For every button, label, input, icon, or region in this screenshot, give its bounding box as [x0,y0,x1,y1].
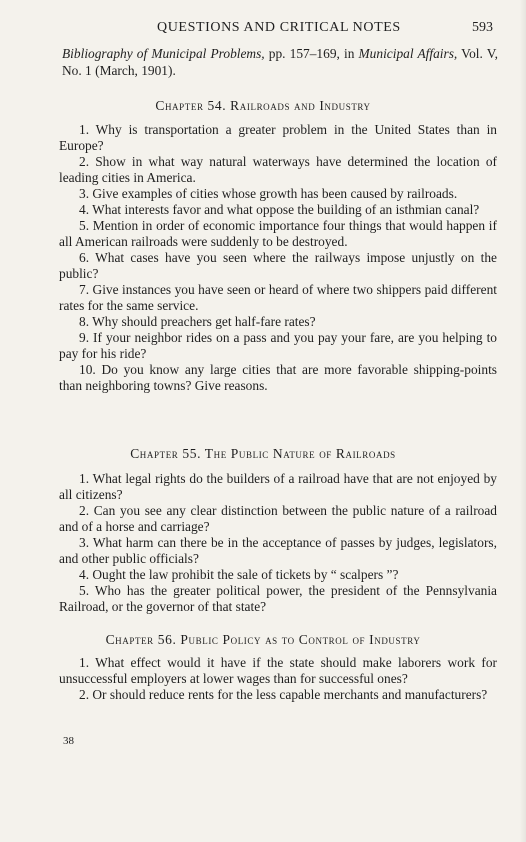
question-item: 1. What effect would it have if the state should make laborers work for unsuccessful employers at lower wages than for successful ones? [59,655,497,686]
question-item: 2. Or should reduce rents for the less capable merchants and manufacturers? [79,687,488,702]
question-item: 9. If your neighbor rides on a pass and you pay your fare, are you helping to pay for his ride? [59,330,497,361]
running-head [0,20,526,40]
chapter-55-questions [59,471,497,615]
bibliography-pages: pp. 157–169, in [264,46,359,61]
chapter-55-heading: Chapter 55. The Public Nature of Railroads [130,446,396,461]
bibliography-reference [62,46,498,79]
question-item: 5. Who has the greater political power, the president of the Pennsylvania Railroad, or the governor of that state? [59,583,497,614]
question-item: 1. What legal rights do the builders of a railroad have that are not enjoyed by all citizens? [59,471,497,502]
page-number: 593 [472,20,493,35]
bibliography-volume: Vol. V, No. 1 (March, 1901). [62,46,499,78]
question-item: 3. What harm can there be in the acceptance of passes by judges, legislators, and other public officials? [59,535,497,566]
question-item: 10. Do you know any large cities that are more favorable shipping-points than neighboring towns? Give reasons. [59,362,497,393]
question-item: 7. Give instances you have seen or heard of where two shippers paid different rates for the same service. [59,282,497,313]
bibliography-title: Bibliography of Municipal Problems, [62,46,265,61]
scan-shadow [520,0,526,842]
running-title: QUESTIONS AND CRITICAL NOTES [157,20,401,35]
question-item: 8. Why should preachers get half-fare rates? [79,314,316,329]
chapter-56-heading: Chapter 56. Public Policy as to Control of Industry [105,632,421,647]
chapter-54-questions [59,122,497,394]
question-item: 5. Mention in order of economic importance four things that would happen if all American railroads were suddenly to be destroyed. [59,218,497,249]
question-item: 4. Ought the law prohibit the sale of tickets by “ scalpers ”? [79,567,399,582]
question-item: 1. Why is transportation a greater problem in the United States than in Europe? [59,122,497,153]
question-item: 2. Can you see any clear distinction between the public nature of a railroad and of a horse and carriage? [59,503,497,534]
chapter-54-heading: Chapter 54. Railroads and Industry [155,98,371,113]
question-item: 2. Show in what way natural waterways have determined the location of leading cities in America. [59,154,497,185]
signature-mark: 38 [63,735,74,747]
bibliography-journal: Municipal Affairs, [358,46,458,61]
question-item: 6. What cases have you seen where the railways impose unjustly on the public? [59,250,497,281]
question-item: 3. Give examples of cities whose growth has been caused by railroads. [79,186,458,201]
question-item: 4. What interests favor and what oppose the building of an isthmian canal? [79,202,480,217]
chapter-56-questions [59,655,497,703]
